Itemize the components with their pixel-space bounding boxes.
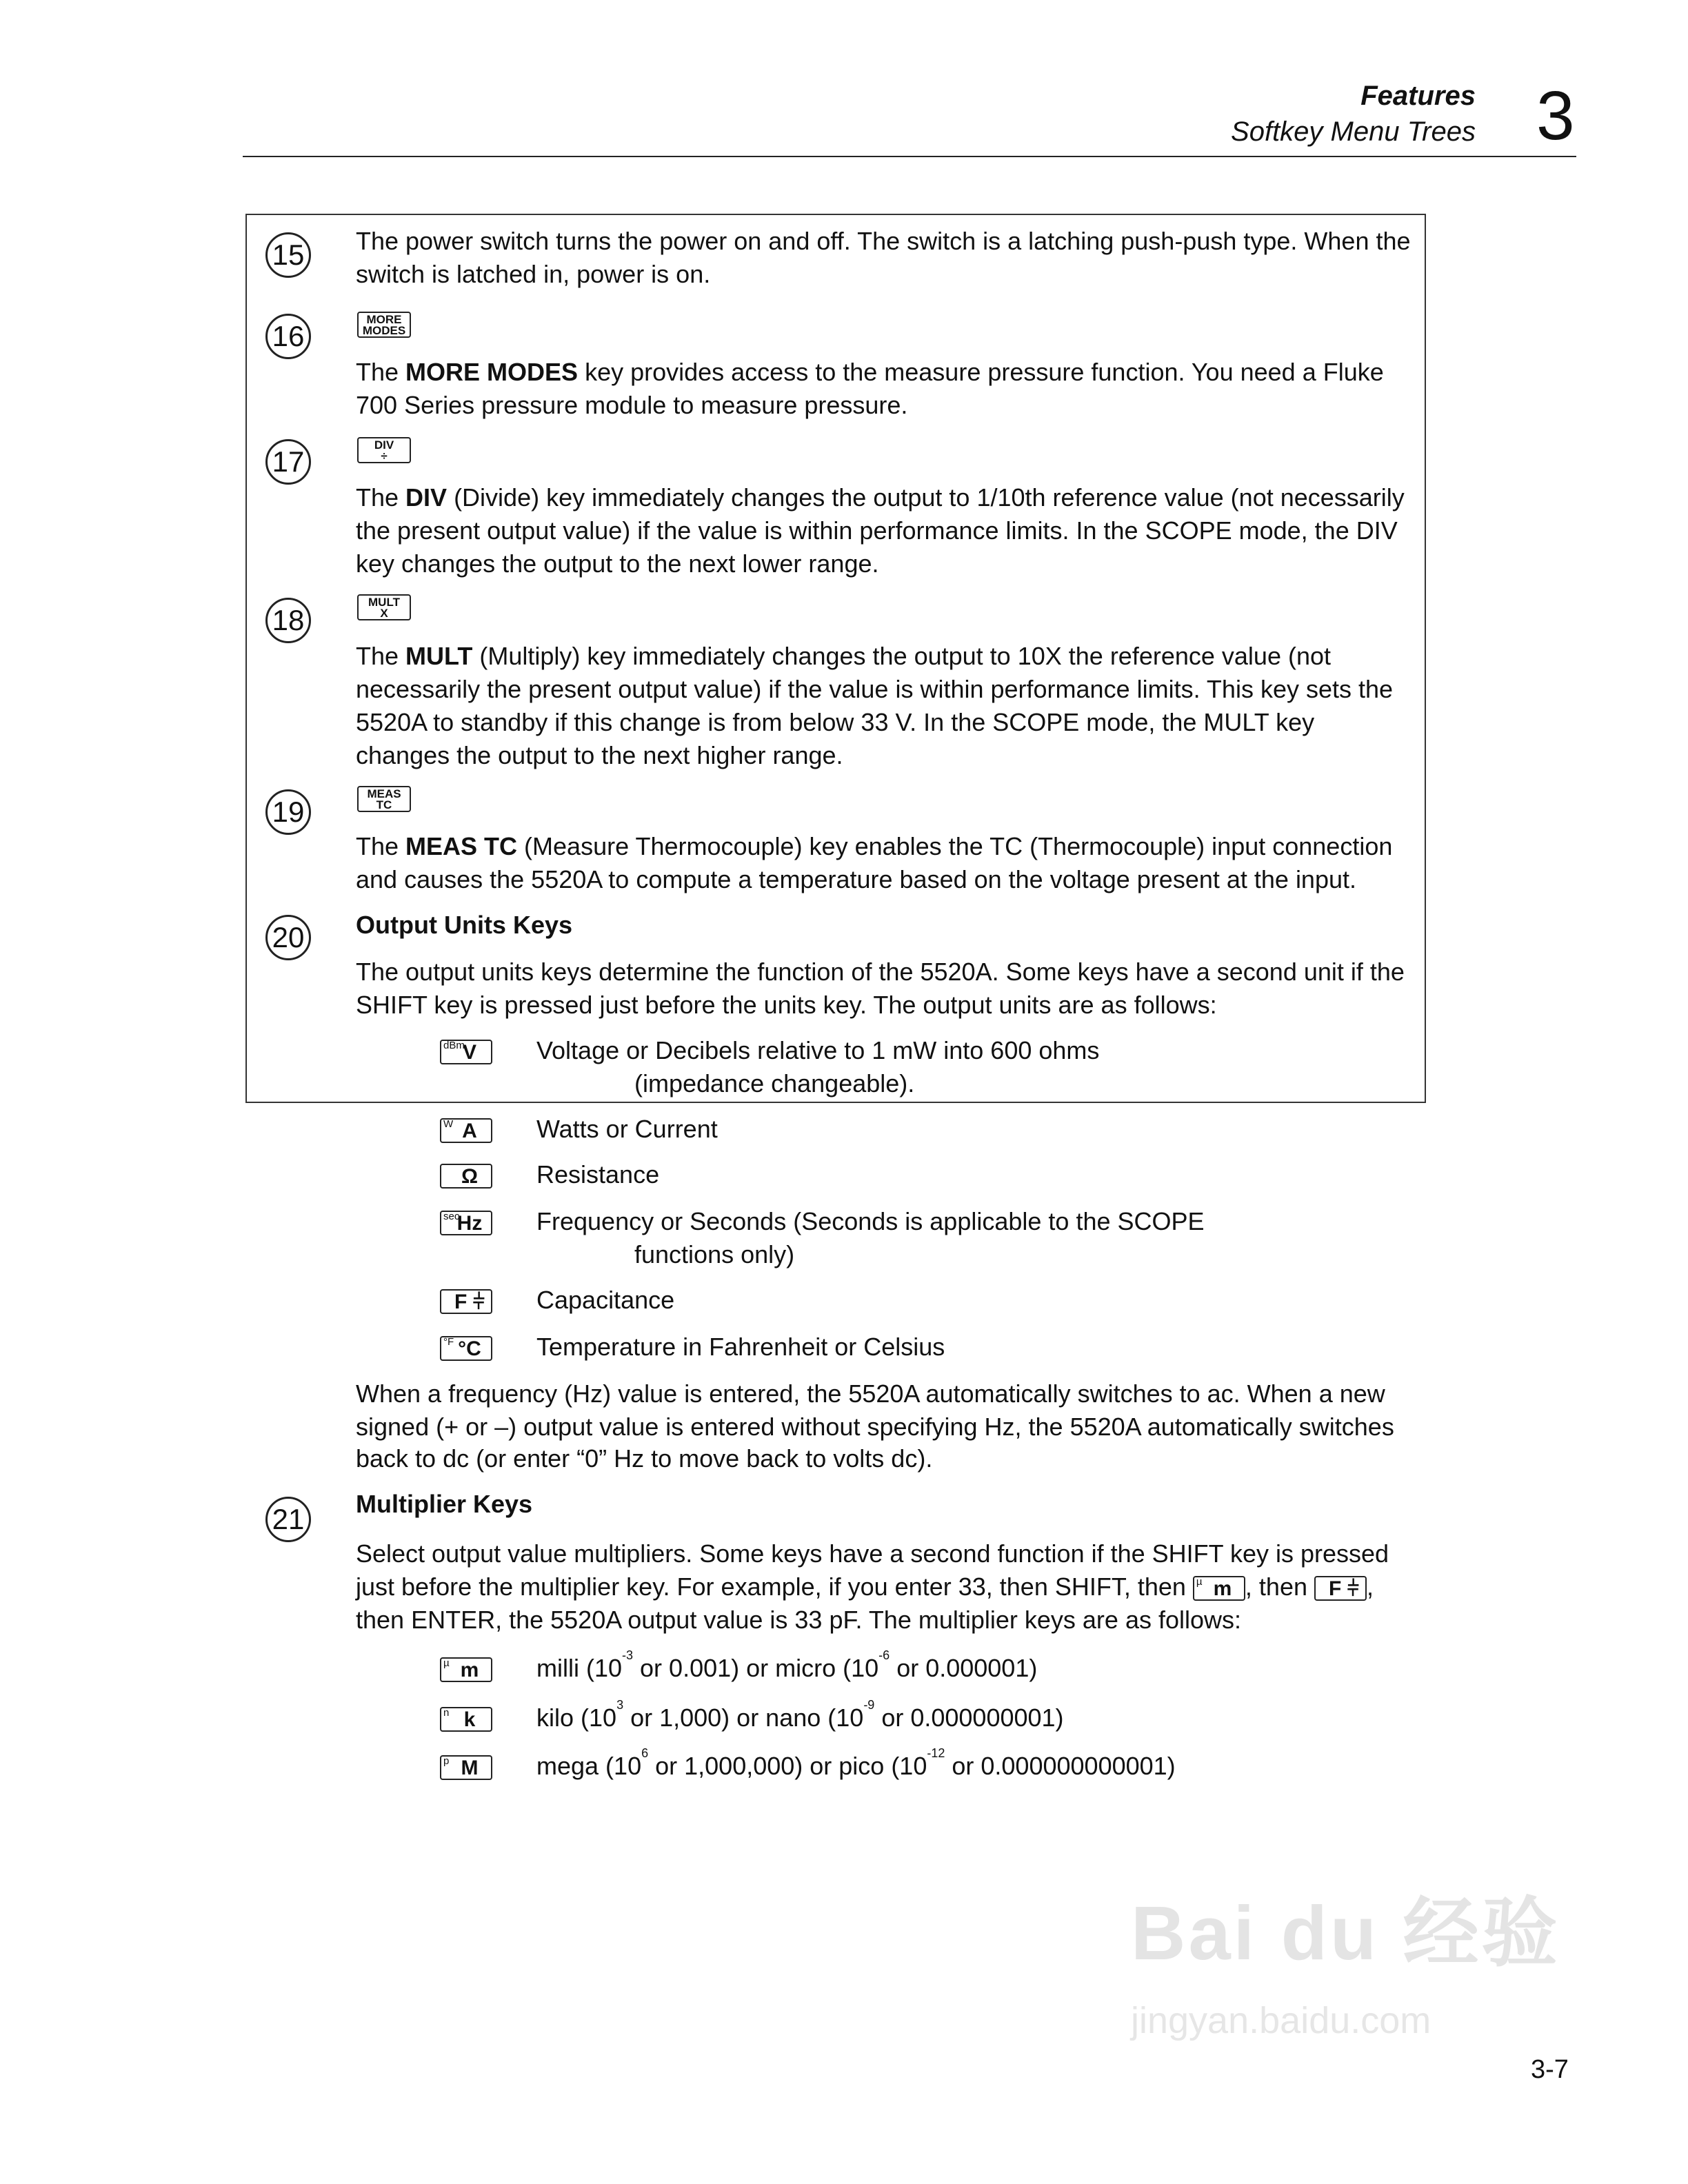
- text-run: switch is latched in, power is on.: [356, 260, 711, 288]
- text-run: necessarily the present output value) if the value is within performance limits. This key sets the: [356, 675, 1394, 703]
- key-main-label: Ω: [461, 1165, 479, 1189]
- item-number-circle: 17: [265, 439, 311, 485]
- key-main-label: V: [462, 1041, 476, 1064]
- key-main-label: m: [460, 1659, 479, 1682]
- softkey-label-bottom: X: [380, 607, 388, 620]
- unit-description: Capacitance: [536, 1286, 675, 1314]
- key-main-label: Hz: [456, 1212, 483, 1235]
- exponent: -12: [927, 1746, 945, 1760]
- key-glyph: [440, 1211, 492, 1235]
- text-run: key changes the output to the next lower range.: [356, 549, 879, 578]
- text-run: or 1,000) or nano (10: [623, 1703, 864, 1732]
- text-line: [356, 1410, 1394, 1444]
- key-main-label: m: [1213, 1577, 1232, 1601]
- softkey-icon: [357, 437, 411, 463]
- item-number-circle: 18: [265, 598, 311, 643]
- item-number-circle: 16: [265, 314, 311, 359]
- text-run: When a frequency (Hz) value is entered, the 5520A automatically switches to ac. When a new: [356, 1379, 1385, 1408]
- softkey-label-bottom: TC: [376, 798, 392, 811]
- item-number-circle: 20: [265, 915, 311, 960]
- text-line: [356, 989, 1217, 1022]
- softkey-label-top: MULT: [368, 596, 400, 609]
- inline-key-glyph: [1314, 1576, 1367, 1601]
- key-shift-label: p: [443, 1755, 450, 1768]
- text-line: [356, 1570, 1374, 1604]
- unit-key[interactable]: [440, 1158, 492, 1191]
- text-run: (Divide) key immediately changes the output to 1/10th reference value (not necessarily: [447, 483, 1405, 512]
- text-run: and causes the 5520A to compute a temperature based on the voltage present at the input.: [356, 865, 1357, 893]
- key-shift-label: dBm: [443, 1040, 465, 1052]
- text-run: kilo (10: [536, 1703, 617, 1732]
- text-line: [356, 481, 1405, 514]
- key-shift-label: °F: [443, 1336, 454, 1348]
- text-run: Select output value multipliers. Some keys have a second function if the SHIFT key is pressed: [356, 1539, 1389, 1568]
- key-glyph: [440, 1289, 492, 1314]
- softkey-label-top: DIV: [374, 438, 394, 452]
- text-run: The output units keys determine the function of the 5520A. Some keys have a second unit if the: [356, 958, 1405, 986]
- text-run: milli (10: [536, 1654, 623, 1682]
- text-run: The: [356, 358, 406, 386]
- exponent: -3: [622, 1648, 634, 1662]
- key-shift-label: µ: [443, 1657, 450, 1670]
- softkey-label-top: MORE: [366, 313, 402, 326]
- section-subtitle: Softkey Menu Trees: [1231, 117, 1476, 147]
- softkey-icon: [357, 312, 411, 338]
- text-run: or 0.001) or micro (10: [633, 1654, 879, 1682]
- text-line: [536, 1746, 1176, 1783]
- item-number-circle: 19: [265, 789, 311, 835]
- header-rule: [243, 156, 1576, 157]
- key-glyph: [440, 1657, 492, 1682]
- exponent: 6: [641, 1746, 649, 1760]
- softkey-icon: [357, 594, 411, 620]
- key-main-label: M: [461, 1757, 479, 1780]
- key-glyph: [440, 1707, 492, 1732]
- text-line: [356, 389, 907, 422]
- softkey-label-bottom: MODES: [362, 324, 406, 337]
- key-main-label: F ⫩: [1329, 1577, 1359, 1601]
- page-number: 3-7: [1531, 2055, 1569, 2084]
- text-run: 700 Series pressure module to measure pressure.: [356, 391, 908, 419]
- text-line: [536, 1648, 1038, 1685]
- item-number-circle: 21: [265, 1497, 311, 1542]
- unit-description-cont: functions only): [634, 1240, 795, 1268]
- text-line: [356, 673, 1393, 706]
- text-run: (Measure Thermocouple) key enables the TC (Thermocouple) input connection: [517, 832, 1393, 860]
- text-run: ,: [1367, 1573, 1374, 1601]
- text-run: The power switch turns the power on and off. The switch is a latching push-push type. When the: [356, 227, 1411, 255]
- text-run: 5520A to standby if this change is from below 33 V. In the SCOPE mode, the MULT key: [356, 708, 1315, 736]
- unit-key[interactable]: [440, 1113, 492, 1146]
- key-shift-label: n: [443, 1707, 450, 1719]
- item-number-circle: 15: [265, 232, 311, 278]
- text-run: (Multiply) key immediately changes the output to 10X the reference value (not: [472, 642, 1331, 670]
- key-shift-label: W: [443, 1118, 454, 1131]
- text-run: The: [356, 832, 406, 860]
- text-run: or 1,000,000) or pico (10: [648, 1752, 927, 1780]
- exponent: -6: [878, 1648, 890, 1662]
- text-line: [356, 1442, 932, 1475]
- text-run: The: [356, 483, 406, 512]
- unit-key[interactable]: [440, 1205, 492, 1238]
- unit-key[interactable]: [440, 1331, 492, 1364]
- text-run: or 0.000001): [890, 1654, 1038, 1682]
- unit-key[interactable]: [440, 1284, 492, 1317]
- unit-description: Watts or Current: [536, 1115, 718, 1143]
- text-run: The: [356, 642, 406, 670]
- text-line: [356, 514, 1398, 547]
- unit-key[interactable]: [440, 1750, 492, 1783]
- exponent: 3: [616, 1698, 624, 1712]
- key-glyph: [440, 1164, 492, 1189]
- key-glyph: [440, 1755, 492, 1780]
- unit-description: Voltage or Decibels relative to 1 mW into 600 ohms: [536, 1036, 1100, 1064]
- text-run: or 0.000000001): [874, 1703, 1064, 1732]
- unit-description: Resistance: [536, 1160, 660, 1189]
- key-glyph: [440, 1336, 492, 1361]
- text-line: [356, 1377, 1385, 1410]
- text-line: [356, 1537, 1389, 1570]
- unit-description: Temperature in Fahrenheit or Celsius: [536, 1333, 945, 1361]
- key-glyph: [440, 1118, 492, 1143]
- bold-term: MEAS TC: [405, 832, 518, 860]
- key-shift-label: sec: [443, 1211, 460, 1223]
- text-line: [356, 863, 1356, 896]
- key-glyph: [440, 1040, 492, 1064]
- unit-key[interactable]: [440, 1652, 492, 1685]
- text-line: [356, 547, 879, 580]
- text-line: [356, 739, 843, 772]
- text-run: mega (10: [536, 1752, 642, 1780]
- section-heading: Output Units Keys: [356, 911, 573, 939]
- exponent: -9: [863, 1698, 875, 1712]
- key-main-label: °C: [458, 1337, 481, 1361]
- text-line: [356, 356, 1384, 389]
- softkey-icon: [357, 786, 411, 812]
- text-line: [356, 225, 1411, 258]
- text-run: key provides access to the measure pressure function. You need a Fluke: [578, 358, 1384, 386]
- text-run: just before the multiplier key. For example, if you enter 33, then SHIFT, then: [356, 1573, 1193, 1601]
- section-title: Features: [1360, 81, 1476, 111]
- text-run: changes the output to the next higher range.: [356, 741, 843, 769]
- key-shift-label: µ: [1196, 1576, 1203, 1588]
- text-line: [356, 830, 1392, 863]
- unit-key[interactable]: [440, 1701, 492, 1735]
- softkey-label-bottom: ÷: [381, 449, 388, 463]
- bold-term: MORE MODES: [405, 358, 579, 386]
- softkey-label-top: MEAS: [367, 787, 401, 800]
- key-main-label: A: [462, 1120, 477, 1143]
- text-run: SHIFT key is pressed just before the units key. The output units are as follows:: [356, 991, 1217, 1019]
- text-line: [536, 1698, 1064, 1735]
- text-line: [356, 1604, 1241, 1637]
- text-run: back to dc (or enter “0” Hz to move back to volts dc).: [356, 1444, 933, 1473]
- bold-term: MULT: [405, 642, 473, 670]
- text-run: the present output value) if the value is within performance limits. In the SCOPE mode, the DIV: [356, 516, 1398, 545]
- text-run: signed (+ or –) output value is entered without specifying Hz, the 5520A automatically switches: [356, 1413, 1394, 1441]
- text-line: [356, 706, 1314, 739]
- key-main-label: k: [463, 1708, 476, 1732]
- unit-description: Frequency or Seconds (Seconds is applicable to the SCOPE: [536, 1207, 1205, 1235]
- key-main-label: F ⫩: [454, 1291, 485, 1314]
- watermark-logo: Bai du 经验: [1131, 1891, 1560, 1976]
- text-line: [356, 258, 710, 291]
- unit-key[interactable]: [440, 1034, 492, 1067]
- watermark-url: jingyan.baidu.com: [1131, 2000, 1431, 2041]
- text-line: [356, 956, 1405, 989]
- chapter-number: 3: [1536, 77, 1575, 154]
- text-line: [356, 640, 1331, 673]
- text-run: then ENTER, the 5520A output value is 33 pF. The multiplier keys are as follows:: [356, 1606, 1242, 1634]
- bold-term: DIV: [405, 483, 448, 512]
- text-run: or 0.000000000001): [945, 1752, 1176, 1780]
- section-heading: Multiplier Keys: [356, 1490, 533, 1518]
- text-run: , then: [1245, 1573, 1314, 1601]
- unit-description-cont: (impedance changeable).: [634, 1069, 915, 1098]
- inline-key-glyph: [1193, 1576, 1245, 1601]
